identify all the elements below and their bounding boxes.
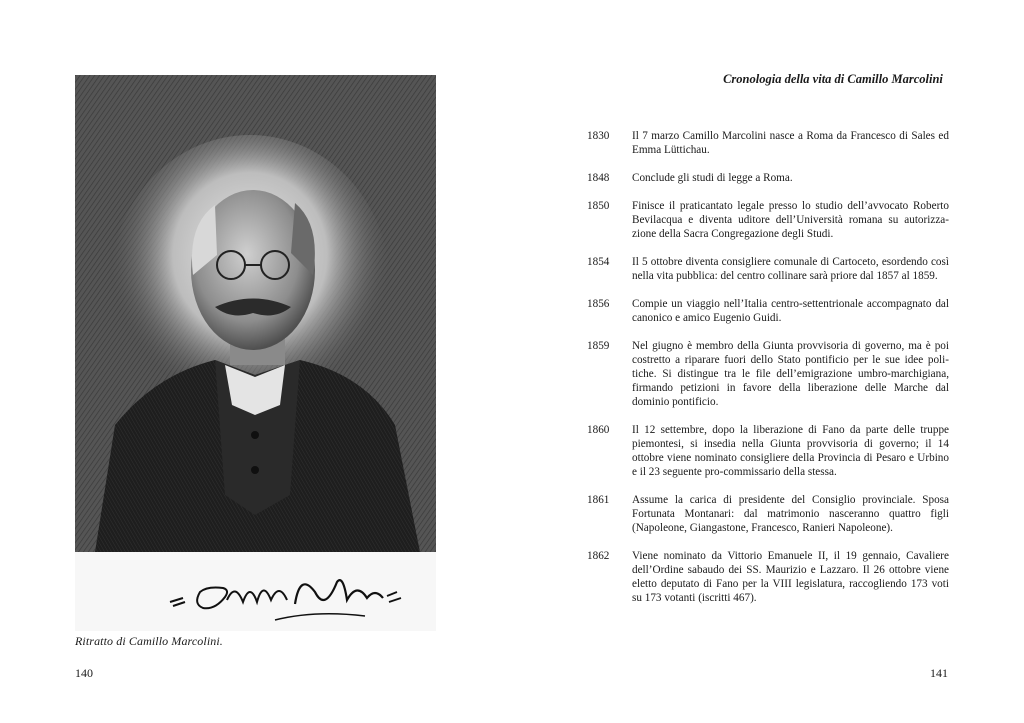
signature-illustration	[75, 552, 436, 631]
figure-caption: Ritratto di Camillo Marcolini.	[75, 634, 223, 648]
portrait-image	[75, 75, 436, 631]
entry-text: Il 12 settembre, dopo la liberazione di Fano da parte delle truppe piemontesi, si insedia nella Giunta provvisoria di governo; il 14 ottobre viene nominato consigliere della Provincia di Pesaro e Urbino e il 23 seguente pro-commissario della stessa.	[632, 424, 949, 478]
chronology-title: Cronologia della vita di Camillo Marcolini	[723, 72, 943, 86]
portrait-illustration	[75, 75, 436, 552]
chronology-entry	[587, 129, 949, 157]
entry-year: 1859	[587, 340, 610, 352]
right-page	[512, 0, 1024, 723]
entry-year: 1830	[587, 130, 610, 142]
signature	[75, 552, 436, 631]
entry-text: Nel giugno è membro della Giunta provvisoria di governo, ma è poi costretto a riparare fuori dello Stato pontificio per le sue idee poli-tiche. Si distingue tra le file dell’emigrazione umbro-marchigiana, firmando petizioni in favore della liberazione delle Marche dal dominio pontificio.	[632, 340, 949, 408]
chronology-entry	[587, 549, 949, 605]
page-number-right: 141	[930, 666, 948, 680]
portrait-engraving	[75, 75, 436, 552]
entry-text: Conclude gli studi di legge a Roma.	[632, 172, 793, 184]
chronology-entry	[587, 255, 949, 283]
chronology-entry	[587, 493, 949, 535]
chronology-entry	[587, 199, 949, 241]
entry-text: Finisce il praticantato legale presso lo studio dell’avvocato Roberto Bevilacqua e diventa uditore dell’Università romana su autorizza-zione della Sacra Congregazione degli Studi.	[632, 200, 949, 240]
entry-text: Assume la carica di presidente del Consiglio provinciale. Sposa Fortunata Montanari: dal matrimonio nasceranno quattro figli (Napoleone, Giangastone, Francesco, Ranieri Napoleone).	[632, 494, 949, 534]
entry-year: 1848	[587, 172, 610, 184]
chronology-entry	[587, 171, 949, 185]
chronology-entry	[587, 423, 949, 479]
entry-text: Il 7 marzo Camillo Marcolini nasce a Roma da Francesco di Sales ed Emma Lüttichau.	[632, 130, 949, 156]
entry-year: 1861	[587, 494, 610, 506]
entry-text: Il 5 ottobre diventa consigliere comunale di Cartoceto, esordendo così nella vita pubblica: del centro collinare sarà priore dal 1857 al 1859.	[632, 256, 949, 282]
entry-year: 1860	[587, 424, 610, 436]
entry-year: 1850	[587, 200, 610, 212]
entry-year: 1854	[587, 256, 610, 268]
entry-year: 1856	[587, 298, 610, 310]
entry-year: 1862	[587, 550, 610, 562]
entry-text: Compie un viaggio nell’Italia centro-settentrionale accompagnato dal canonico e amico Eugenio Guidi.	[632, 298, 949, 324]
page-number-left: 140	[75, 666, 93, 680]
chronology-list	[587, 129, 949, 619]
chronology-entry	[587, 297, 949, 325]
chronology-entry	[587, 339, 949, 409]
entry-text: Viene nominato da Vittorio Emanuele II, il 19 gennaio, Cavaliere dell’Ordine sabaudo dei SS. Maurizio e Lazzaro. Il 26 ottobre viene eletto deputato di Fano per la VIII legislatura, raccogliendo 173 voti su 173 votanti (iscritti 467).	[632, 550, 949, 604]
